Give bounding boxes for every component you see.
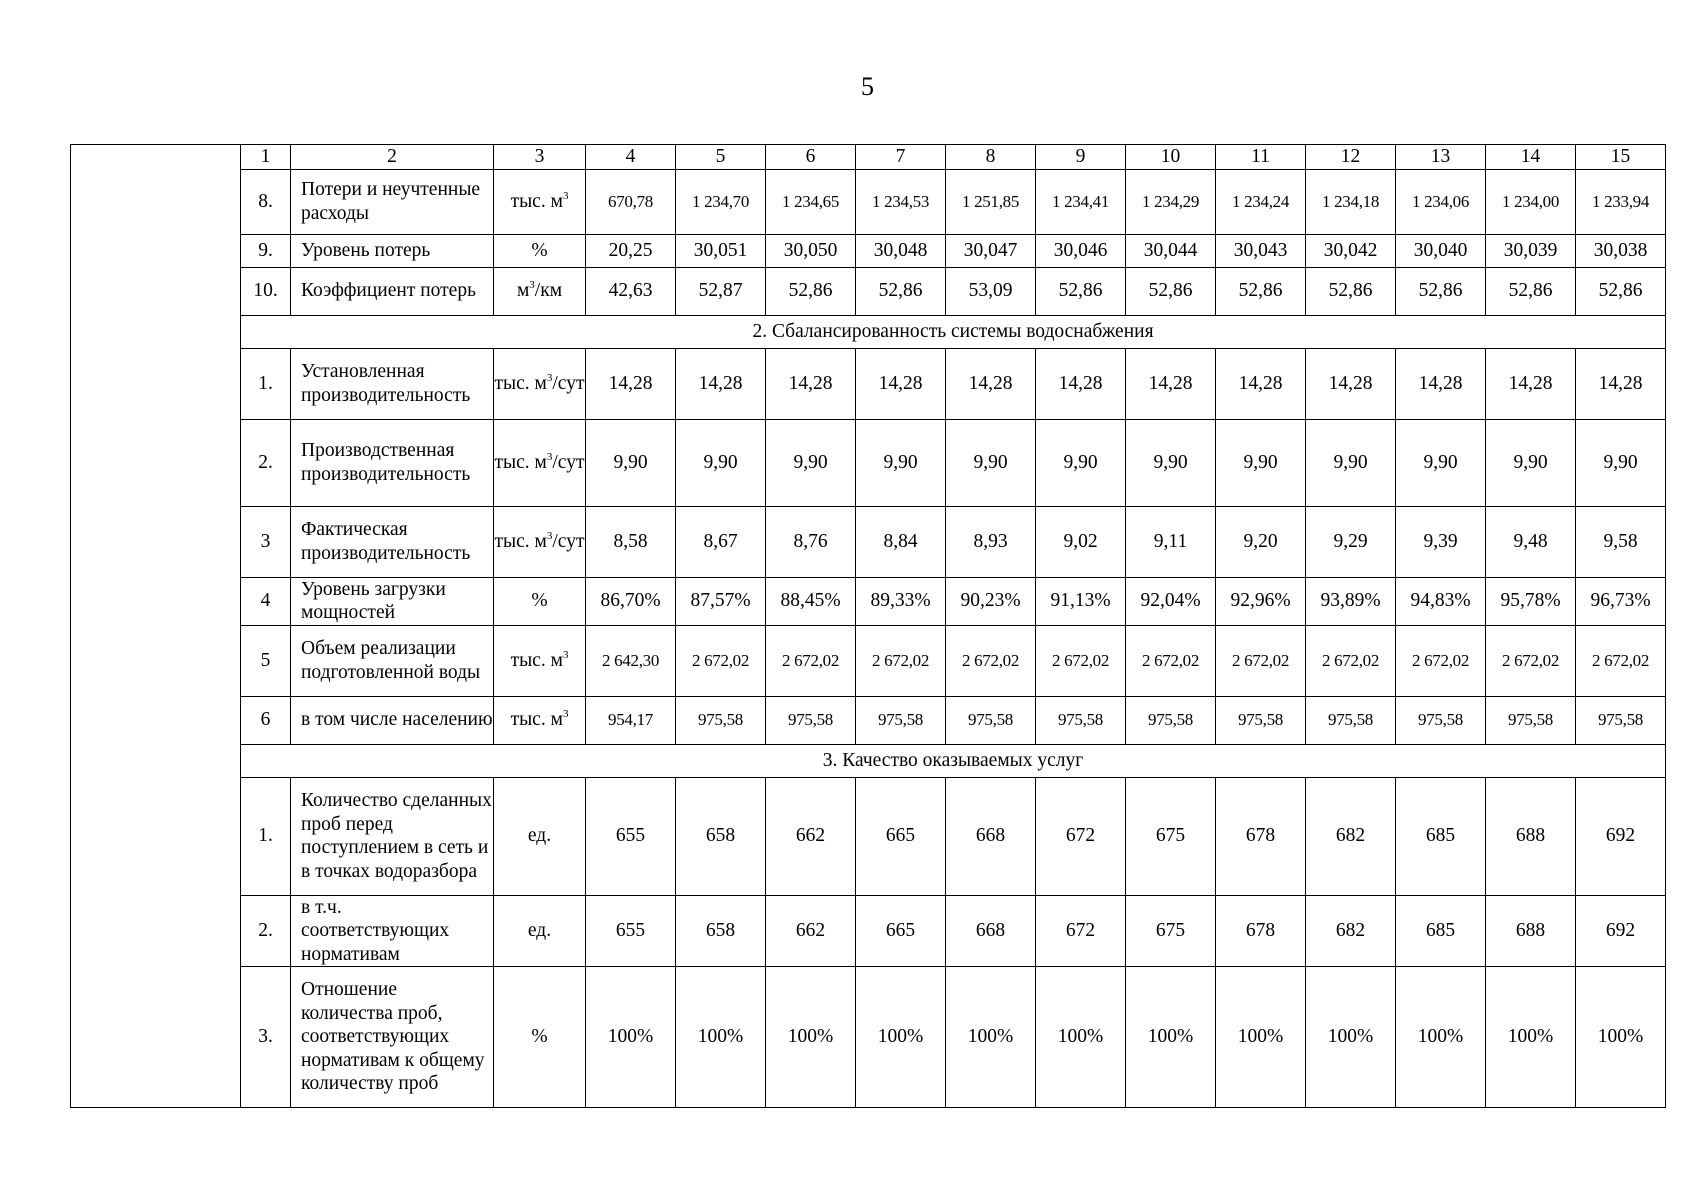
value-cell: 52,86 bbox=[1036, 267, 1126, 315]
unit-tail: /км bbox=[534, 280, 563, 302]
value-cell: 8,93 bbox=[946, 506, 1036, 577]
unit-superscript: 3 bbox=[562, 189, 569, 202]
value-cell: 14,28 bbox=[1216, 348, 1306, 419]
value-cell: 9,11 bbox=[1126, 506, 1216, 577]
row-number: 9. bbox=[241, 234, 291, 267]
value-cell: 20,25 bbox=[586, 234, 676, 267]
column-number: 10 bbox=[1126, 145, 1216, 170]
value-cell: 1 234,29 bbox=[1126, 169, 1216, 234]
column-number: 12 bbox=[1306, 145, 1396, 170]
value-cell: 14,28 bbox=[1126, 348, 1216, 419]
unit-cell bbox=[494, 234, 586, 267]
value-cell: 2 672,02 bbox=[1486, 625, 1576, 696]
unit-cell bbox=[494, 967, 586, 1108]
value-cell: 9,90 bbox=[1486, 419, 1576, 506]
value-cell: 1 251,85 bbox=[946, 169, 1036, 234]
row-number: 3 bbox=[241, 506, 291, 577]
unit-cell bbox=[494, 267, 586, 315]
value-cell: 9,90 bbox=[1306, 419, 1396, 506]
value-cell: 975,58 bbox=[946, 696, 1036, 744]
value-cell: 9,90 bbox=[766, 419, 856, 506]
unit-text: ед. bbox=[527, 920, 552, 941]
value-cell: 100% bbox=[856, 967, 946, 1108]
unit-text: тыс. м bbox=[510, 190, 563, 212]
table-row bbox=[71, 696, 1666, 744]
value-cell: 9,02 bbox=[1036, 506, 1126, 577]
unit-tail: /сут bbox=[552, 451, 585, 473]
table-row bbox=[71, 267, 1666, 315]
column-number: 6 bbox=[766, 145, 856, 170]
value-cell: 14,28 bbox=[1396, 348, 1486, 419]
value-cell: 655 bbox=[586, 777, 676, 895]
value-cell: 30,040 bbox=[1396, 234, 1486, 267]
column-number: 9 bbox=[1036, 145, 1126, 170]
unit-cell bbox=[494, 506, 586, 577]
value-cell: 52,86 bbox=[1396, 267, 1486, 315]
value-cell: 975,58 bbox=[856, 696, 946, 744]
value-cell: 9,90 bbox=[676, 419, 766, 506]
value-cell: 52,86 bbox=[1126, 267, 1216, 315]
unit-text: % bbox=[531, 239, 548, 261]
value-cell: 9,90 bbox=[1396, 419, 1486, 506]
value-cell: 14,28 bbox=[946, 348, 1036, 419]
value-cell: 678 bbox=[1216, 895, 1306, 967]
value-cell: 662 bbox=[766, 895, 856, 967]
table-row bbox=[71, 625, 1666, 696]
value-cell: 52,86 bbox=[1306, 267, 1396, 315]
value-cell: 88,45% bbox=[766, 577, 856, 625]
unit-tail: /сут bbox=[552, 530, 585, 552]
value-cell: 95,78% bbox=[1486, 577, 1576, 625]
value-cell: 100% bbox=[1486, 967, 1576, 1108]
column-number: 15 bbox=[1576, 145, 1666, 170]
unit-text: % bbox=[531, 1026, 548, 1048]
value-cell: 2 672,02 bbox=[1306, 625, 1396, 696]
indicator-name: в т.ч. соответствующих нормативам bbox=[291, 895, 494, 967]
unit-text: м bbox=[516, 280, 530, 302]
value-cell: 14,28 bbox=[1576, 348, 1666, 419]
value-cell: 52,86 bbox=[856, 267, 946, 315]
table-row bbox=[71, 777, 1666, 895]
value-cell: 52,86 bbox=[1486, 267, 1576, 315]
value-cell: 1 234,70 bbox=[676, 169, 766, 234]
value-cell: 975,58 bbox=[1216, 696, 1306, 744]
column-number: 1 bbox=[241, 145, 291, 170]
indicator-name: Фактическая производительность bbox=[291, 506, 494, 577]
row-number: 6 bbox=[241, 696, 291, 744]
value-cell: 96,73% bbox=[1576, 577, 1666, 625]
unit-superscript: 3 bbox=[546, 450, 553, 463]
value-cell: 975,58 bbox=[1576, 696, 1666, 744]
unit-cell bbox=[494, 696, 586, 744]
value-cell: 52,86 bbox=[766, 267, 856, 315]
table-row bbox=[71, 506, 1666, 577]
unit-text: тыс. м bbox=[510, 709, 563, 731]
section-row bbox=[71, 744, 1666, 777]
indicator-name: в том числе населению bbox=[291, 696, 494, 744]
indicator-name: Установленная производительность bbox=[291, 348, 494, 419]
value-cell: 9,58 bbox=[1576, 506, 1666, 577]
value-cell: 692 bbox=[1576, 895, 1666, 967]
column-number: 7 bbox=[856, 145, 946, 170]
column-number: 8 bbox=[946, 145, 1036, 170]
value-cell: 93,89% bbox=[1306, 577, 1396, 625]
value-cell: 100% bbox=[586, 967, 676, 1108]
unit-superscript: 3 bbox=[546, 371, 553, 384]
page-number: 5 bbox=[861, 72, 874, 101]
value-cell: 14,28 bbox=[1036, 348, 1126, 419]
value-cell: 9,90 bbox=[1036, 419, 1126, 506]
value-cell: 675 bbox=[1126, 895, 1216, 967]
value-cell: 92,04% bbox=[1126, 577, 1216, 625]
value-cell: 685 bbox=[1396, 895, 1486, 967]
value-cell: 1 233,94 bbox=[1576, 169, 1666, 234]
value-cell: 100% bbox=[946, 967, 1036, 1108]
value-cell: 662 bbox=[766, 777, 856, 895]
column-number-row bbox=[71, 145, 1666, 170]
value-cell: 92,96% bbox=[1216, 577, 1306, 625]
value-cell: 9,90 bbox=[946, 419, 1036, 506]
value-cell: 975,58 bbox=[766, 696, 856, 744]
indicator-name: Потери и неучтенные расходы bbox=[291, 169, 494, 234]
value-cell: 975,58 bbox=[1486, 696, 1576, 744]
value-cell: 2 642,30 bbox=[586, 625, 676, 696]
row-number: 5 bbox=[241, 625, 291, 696]
value-cell: 658 bbox=[676, 895, 766, 967]
value-cell: 14,28 bbox=[676, 348, 766, 419]
value-cell: 14,28 bbox=[586, 348, 676, 419]
value-cell: 100% bbox=[1576, 967, 1666, 1108]
column-number: 5 bbox=[676, 145, 766, 170]
table-row bbox=[71, 169, 1666, 234]
unit-superscript: 3 bbox=[562, 648, 569, 661]
value-cell: 100% bbox=[1306, 967, 1396, 1108]
value-cell: 90,23% bbox=[946, 577, 1036, 625]
row-number: 2. bbox=[241, 895, 291, 967]
value-cell: 658 bbox=[676, 777, 766, 895]
value-cell: 14,28 bbox=[856, 348, 946, 419]
value-cell: 692 bbox=[1576, 777, 1666, 895]
table-body bbox=[71, 145, 1666, 1108]
value-cell: 30,043 bbox=[1216, 234, 1306, 267]
value-cell: 670,78 bbox=[586, 169, 676, 234]
value-cell: 87,57% bbox=[676, 577, 766, 625]
indicator-name: Отношение количества проб, соответствующих нормативам к общему количеству проб bbox=[291, 967, 494, 1108]
value-cell: 1 234,06 bbox=[1396, 169, 1486, 234]
value-cell: 9,90 bbox=[1126, 419, 1216, 506]
value-cell: 668 bbox=[946, 895, 1036, 967]
value-cell: 9,90 bbox=[586, 419, 676, 506]
value-cell: 8,58 bbox=[586, 506, 676, 577]
value-cell: 9,90 bbox=[1216, 419, 1306, 506]
unit-text: % bbox=[531, 590, 548, 612]
value-cell: 30,048 bbox=[856, 234, 946, 267]
value-cell: 53,09 bbox=[946, 267, 1036, 315]
column-number: 3 bbox=[494, 145, 586, 170]
table-row bbox=[71, 895, 1666, 967]
value-cell: 9,29 bbox=[1306, 506, 1396, 577]
value-cell: 8,76 bbox=[766, 506, 856, 577]
value-cell: 42,63 bbox=[586, 267, 676, 315]
value-cell: 100% bbox=[1126, 967, 1216, 1108]
table-row bbox=[71, 419, 1666, 506]
section-title: 2. Сбалансированность системы водоснабжения bbox=[241, 315, 1666, 348]
value-cell: 9,39 bbox=[1396, 506, 1486, 577]
unit-text: тыс. м bbox=[494, 372, 547, 394]
value-cell: 2 672,02 bbox=[856, 625, 946, 696]
value-cell: 9,20 bbox=[1216, 506, 1306, 577]
value-cell: 2 672,02 bbox=[1216, 625, 1306, 696]
value-cell: 685 bbox=[1396, 777, 1486, 895]
value-cell: 1 234,53 bbox=[856, 169, 946, 234]
indicator-name: Объем реализации подготовленной воды bbox=[291, 625, 494, 696]
value-cell: 30,039 bbox=[1486, 234, 1576, 267]
value-cell: 30,050 bbox=[766, 234, 856, 267]
value-cell: 2 672,02 bbox=[1036, 625, 1126, 696]
value-cell: 52,87 bbox=[676, 267, 766, 315]
indicator-name: Уровень загрузки мощностей bbox=[291, 577, 494, 625]
value-cell: 52,86 bbox=[1576, 267, 1666, 315]
unit-text: ед. bbox=[527, 825, 552, 847]
value-cell: 14,28 bbox=[1486, 348, 1576, 419]
value-cell: 91,13% bbox=[1036, 577, 1126, 625]
value-cell: 2 672,02 bbox=[1576, 625, 1666, 696]
value-cell: 30,047 bbox=[946, 234, 1036, 267]
value-cell: 30,042 bbox=[1306, 234, 1396, 267]
row-number: 8. bbox=[241, 169, 291, 234]
value-cell: 1 234,65 bbox=[766, 169, 856, 234]
column-number: 11 bbox=[1216, 145, 1306, 170]
value-cell: 8,84 bbox=[856, 506, 946, 577]
value-cell: 100% bbox=[1216, 967, 1306, 1108]
value-cell: 688 bbox=[1486, 777, 1576, 895]
row-number: 2. bbox=[241, 419, 291, 506]
value-cell: 8,67 bbox=[676, 506, 766, 577]
unit-text: тыс. м bbox=[510, 649, 563, 671]
value-cell: 975,58 bbox=[1396, 696, 1486, 744]
value-cell: 954,17 bbox=[586, 696, 676, 744]
unit-cell bbox=[494, 348, 586, 419]
indicator-name: Производственная производительность bbox=[291, 419, 494, 506]
table-row bbox=[71, 348, 1666, 419]
value-cell: 2 672,02 bbox=[1126, 625, 1216, 696]
value-cell: 14,28 bbox=[766, 348, 856, 419]
table-row bbox=[71, 234, 1666, 267]
row-number: 1. bbox=[241, 348, 291, 419]
value-cell: 89,33% bbox=[856, 577, 946, 625]
unit-text: тыс. м bbox=[494, 451, 547, 473]
column-number: 14 bbox=[1486, 145, 1576, 170]
value-cell: 975,58 bbox=[1036, 696, 1126, 744]
value-cell: 94,83% bbox=[1396, 577, 1486, 625]
unit-cell bbox=[494, 419, 586, 506]
value-cell: 668 bbox=[946, 777, 1036, 895]
value-cell: 672 bbox=[1036, 895, 1126, 967]
row-number: 1. bbox=[241, 777, 291, 895]
row-number: 3. bbox=[241, 967, 291, 1108]
value-cell: 1 234,00 bbox=[1486, 169, 1576, 234]
column-number: 2 bbox=[291, 145, 494, 170]
column-number: 13 bbox=[1396, 145, 1486, 170]
unit-superscript: 3 bbox=[562, 708, 569, 721]
column-number: 4 bbox=[586, 145, 676, 170]
value-cell: 682 bbox=[1306, 895, 1396, 967]
value-cell: 30,046 bbox=[1036, 234, 1126, 267]
value-cell: 675 bbox=[1126, 777, 1216, 895]
value-cell: 1 234,41 bbox=[1036, 169, 1126, 234]
value-cell: 30,044 bbox=[1126, 234, 1216, 267]
value-cell: 678 bbox=[1216, 777, 1306, 895]
unit-cell bbox=[494, 577, 586, 625]
value-cell: 975,58 bbox=[676, 696, 766, 744]
unit-cell bbox=[494, 169, 586, 234]
value-cell: 688 bbox=[1486, 895, 1576, 967]
section-title: 3. Качество оказываемых услуг bbox=[241, 744, 1666, 777]
value-cell: 665 bbox=[856, 777, 946, 895]
section-row bbox=[71, 315, 1666, 348]
indicator-name: Количество сделанных проб перед поступлением в сеть и в точках водоразбора bbox=[291, 777, 494, 895]
unit-superscript: 3 bbox=[529, 279, 535, 292]
value-cell: 672 bbox=[1036, 777, 1126, 895]
value-cell: 9,90 bbox=[1576, 419, 1666, 506]
value-cell: 100% bbox=[766, 967, 856, 1108]
value-cell: 682 bbox=[1306, 777, 1396, 895]
unit-cell bbox=[494, 625, 586, 696]
value-cell: 1 234,18 bbox=[1306, 169, 1396, 234]
indicator-name: Уровень потерь bbox=[291, 234, 494, 267]
table-row bbox=[71, 577, 1666, 625]
unit-cell bbox=[494, 777, 586, 895]
value-cell: 100% bbox=[1036, 967, 1126, 1108]
unit-text: тыс. м bbox=[494, 530, 547, 552]
indicator-name: Коэффициент потерь bbox=[291, 267, 494, 315]
value-cell: 9,48 bbox=[1486, 506, 1576, 577]
value-cell: 14,28 bbox=[1306, 348, 1396, 419]
value-cell: 52,86 bbox=[1216, 267, 1306, 315]
value-cell: 30,051 bbox=[676, 234, 766, 267]
value-cell: 2 672,02 bbox=[766, 625, 856, 696]
row-number: 4 bbox=[241, 577, 291, 625]
value-cell: 975,58 bbox=[1126, 696, 1216, 744]
unit-superscript: 3 bbox=[546, 529, 553, 542]
row-number: 10. bbox=[241, 267, 291, 315]
table-row bbox=[71, 967, 1666, 1108]
value-cell: 100% bbox=[676, 967, 766, 1108]
value-cell: 2 672,02 bbox=[946, 625, 1036, 696]
value-cell: 1 234,24 bbox=[1216, 169, 1306, 234]
value-cell: 100% bbox=[1396, 967, 1486, 1108]
value-cell: 86,70% bbox=[586, 577, 676, 625]
value-cell: 975,58 bbox=[1306, 696, 1396, 744]
value-cell: 30,038 bbox=[1576, 234, 1666, 267]
value-cell: 2 672,02 bbox=[1396, 625, 1486, 696]
value-cell: 655 bbox=[586, 895, 676, 967]
value-cell: 9,90 bbox=[856, 419, 946, 506]
unit-tail: /сут bbox=[552, 372, 585, 394]
indicators-table bbox=[70, 144, 1666, 1108]
unit-cell bbox=[494, 895, 586, 967]
value-cell: 665 bbox=[856, 895, 946, 967]
blank-left-column bbox=[71, 145, 241, 1108]
value-cell: 2 672,02 bbox=[676, 625, 766, 696]
